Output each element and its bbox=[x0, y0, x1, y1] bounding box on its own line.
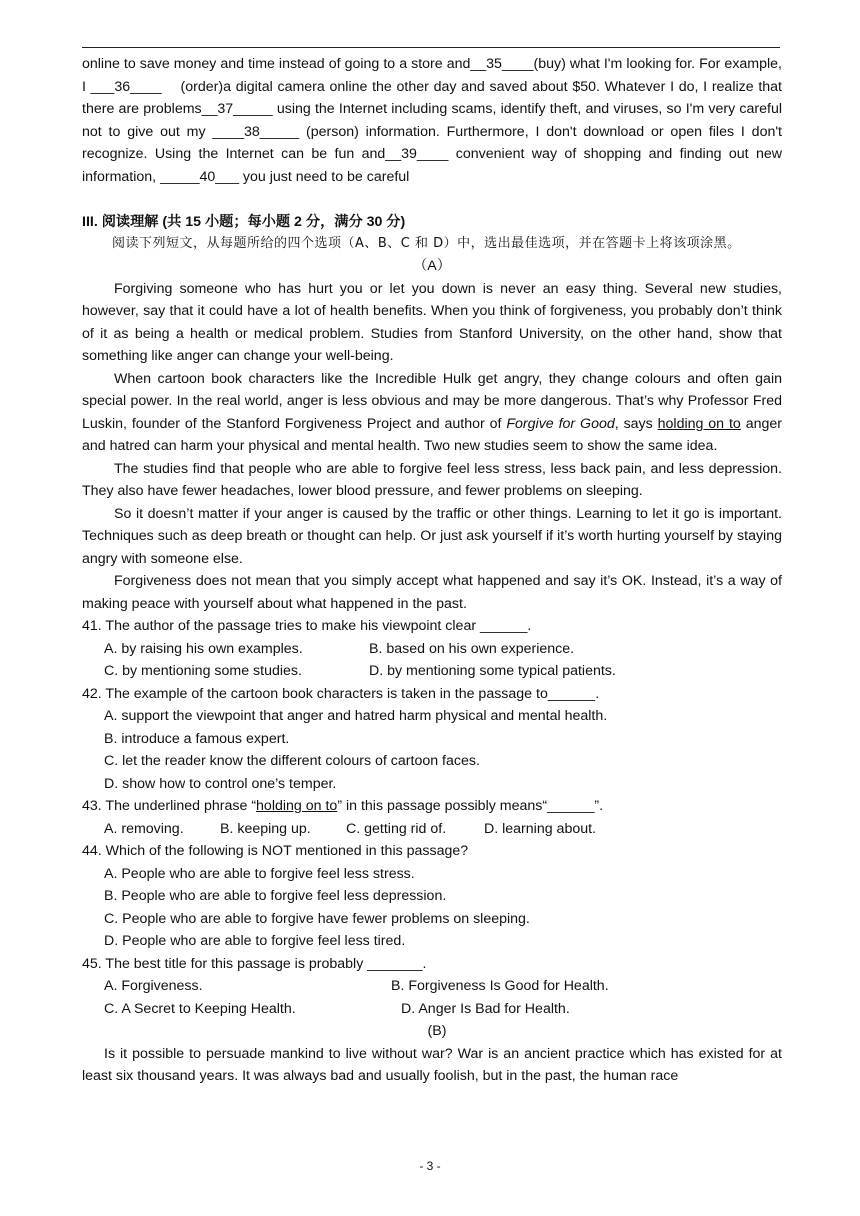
q41-option-c: C. by mentioning some studies. bbox=[104, 663, 302, 679]
question-45-options-row-1 bbox=[82, 975, 782, 998]
cloze-text-part-2: (order)a digital camera online the other day and saved about $50. Whatever I do, I realize that there are problems__37_____ using the Internet including scams, identify theft, and viruses, so I'm very careful not to give out my ____38_____ (person) information. Furthermore, I don't download or open files I don't recognize. Using the Internet can be fun and__39____ convenient way of shopping and finding out new information, _____40___ you just need to be careful bbox=[82, 78, 782, 185]
question-44-stem: 44. Which of the following is NOT mentioned in this passage? bbox=[82, 843, 469, 859]
q44-option-d: D. People who are able to forgive feel less tired. bbox=[104, 933, 406, 949]
page-number: - 3 - bbox=[419, 1159, 441, 1173]
q43-option-c: C. getting rid of. bbox=[346, 820, 447, 837]
q42-option-a: A. support the viewpoint that anger and hatred harm physical and mental health. bbox=[104, 708, 608, 724]
q45-option-b: B. Forgiveness Is Good for Health. bbox=[391, 978, 609, 994]
q45-option-c: C. A Secret to Keeping Health. bbox=[104, 1000, 296, 1017]
q43-option-b: B. keeping up. bbox=[220, 820, 311, 837]
passage-a-paragraph-3: The studies find that people who are able to forgive feel less stress, less back pain, and less depression. They also have fewer headaches, lower blood pressure, and fewer problems on sleeping. bbox=[82, 460, 782, 499]
q45-option-d: D. Anger Is Bad for Health. bbox=[401, 1000, 570, 1017]
cloze-text-part-1: online to save money and time instead of going to a store and__35____(buy) what I'm looking for. For example, I ___36____ bbox=[82, 56, 782, 95]
passage-b-label: (B) bbox=[427, 1023, 447, 1039]
passage-a-paragraph-2: When cartoon book characters like the Incredible Hulk get angry, they change colours and often gain special power. In the real world, anger is less obvious and may be more dangerous. That’s why Professor Fred Luskin, founder of the Stanford Forgiveness Project and author of Forgive for Good, says holding on to anger and hatred can harm your physical and mental health. Two new studies seem to show the same idea. bbox=[82, 370, 782, 454]
q44-option-a: A. People who are able to forgive feel less stress. bbox=[104, 865, 415, 882]
q42-option-c: C. let the reader know the different colours of cartoon faces. bbox=[104, 753, 480, 769]
q42-option-b: B. introduce a famous expert. bbox=[104, 730, 290, 747]
underlined-phrase: holding on to bbox=[657, 415, 741, 432]
question-41-stem: 41. The author of the passage tries to make his viewpoint clear ______. bbox=[82, 618, 532, 634]
question-45-stem: 45. The best title for this passage is probably _______. bbox=[82, 955, 427, 972]
passage-a-label: （A） bbox=[413, 258, 451, 274]
q44-option-c: C. People who are able to forgive have fewer problems on sleeping. bbox=[104, 910, 530, 927]
question-41-options-row-1 bbox=[82, 638, 782, 661]
section-heading: III. 阅读理解 (共 15 小题；每小题 2 分，满分 30 分) bbox=[82, 214, 406, 230]
q41-option-a: A. by raising his own examples. bbox=[104, 640, 303, 657]
question-45-options-row-2 bbox=[82, 998, 782, 1021]
question-43-options bbox=[82, 818, 782, 841]
section-instruction: 阅读下列短文，从每题所给的四个选项（A、B、C 和 D）中，选出最佳选项，并在答题卡上将该项涂黑。 bbox=[112, 236, 741, 251]
passage-b-paragraph-1: Is it possible to persuade mankind to live without war? War is an ancient practice which has existed for at least six thousand years. It was always bad and usually foolish, but in the past, the human race bbox=[82, 1045, 782, 1084]
header-rule bbox=[82, 47, 780, 48]
question-42-stem: 42. The example of the cartoon book characters is taken in the passage to______. bbox=[82, 685, 600, 702]
passage-a-paragraph-4: So it doesn’t matter if your anger is caused by the traffic or other things. Learning to let it go is important. Techniques such as deep breath or thought can help. Or just ask yourself if it’s worth hurting yourself by staying angry with someone else. bbox=[82, 505, 782, 567]
q41-option-b: B. based on his own experience. bbox=[369, 640, 575, 657]
q44-option-b: B. People who are able to forgive feel less depression. bbox=[104, 888, 447, 904]
passage-a-paragraph-1: Forgiving someone who has hurt you or let you down is never an easy thing. Several new studies, however, say that it could have a lot of health benefits. When you think of forgiveness, you probably don’t think of it as being a health or medical problem. Studies from Stanford University, on the other hand, show that something like anger can change your well-being. bbox=[82, 280, 782, 364]
q42-option-d: D. show how to control one’s temper. bbox=[104, 775, 337, 792]
passage-a-paragraph-5: Forgiveness does not mean that you simply accept what happened and say it’s OK. Instead, it’s a way of making peace with yourself about what happened in the past. bbox=[82, 573, 782, 612]
question-41-options-row-2 bbox=[82, 660, 782, 683]
q45-option-a: A. Forgiveness. bbox=[104, 978, 203, 994]
cloze-passage-tail bbox=[82, 53, 782, 188]
q43-option-d: D. learning about. bbox=[484, 820, 596, 837]
q43-option-a: A. removing. bbox=[104, 820, 184, 837]
question-43-stem: 43. The underlined phrase “holding on to” in this passage possibly means“______”. bbox=[82, 798, 604, 814]
q41-option-d: D. by mentioning some typical patients. bbox=[369, 663, 616, 679]
book-title: Forgive for Good bbox=[506, 415, 615, 432]
